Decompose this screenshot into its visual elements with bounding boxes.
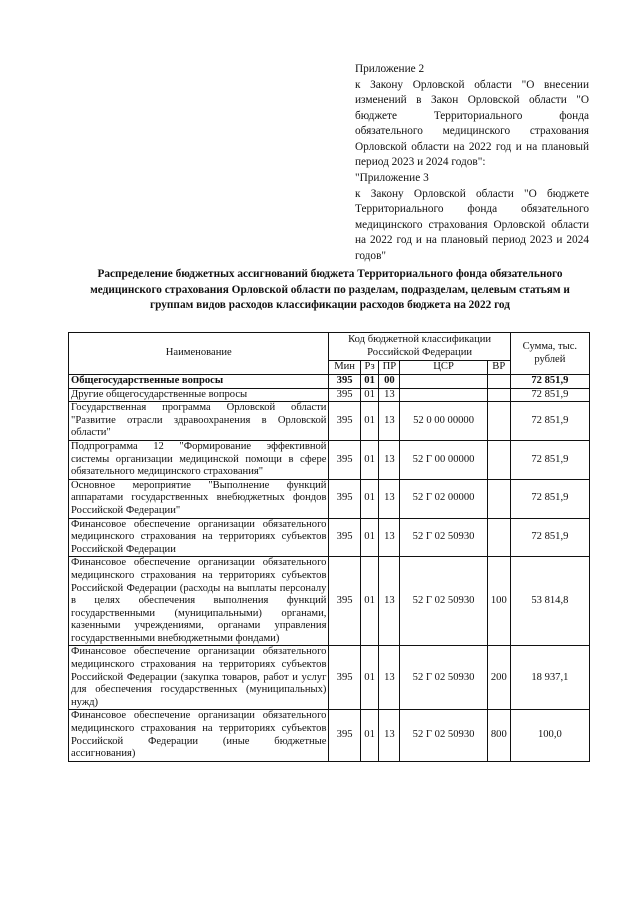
row-csr xyxy=(400,375,488,389)
row-name: Финансовое обеспечение организации обязательного медицинского страхования на территориях субъектов Российской Федерации (иные бюджетные ассигнования) xyxy=(69,710,329,761)
row-name: Подпрограмма 12 "Формирование эффективной системы организации медицинской помощи в сфере обязательного медицинского страхования" xyxy=(69,440,329,479)
row-rz: 01 xyxy=(360,518,379,557)
row-sum: 72 851,9 xyxy=(510,402,589,441)
row-name: Общегосударственные вопросы xyxy=(69,375,329,389)
row-rz: 01 xyxy=(360,402,379,441)
header-min: Мин xyxy=(329,361,360,375)
row-csr: 52 0 00 00000 xyxy=(400,402,488,441)
row-rz: 01 xyxy=(360,388,379,402)
row-sum: 72 851,9 xyxy=(510,479,589,518)
row-vr xyxy=(487,479,510,518)
row-name: Другие общегосударственные вопросы xyxy=(69,388,329,402)
row-rz: 01 xyxy=(360,375,379,389)
table-row xyxy=(69,479,590,518)
row-csr: 52 Г 02 50930 xyxy=(400,557,488,646)
header-vr: ВР xyxy=(487,361,510,375)
row-sum: 72 851,9 xyxy=(510,388,589,402)
header-pr: ПР xyxy=(379,361,400,375)
row-sum: 100,0 xyxy=(510,710,589,761)
row-name: Государственная программа Орловской области "Развитие отрасли здравоохранения в Орловской области" xyxy=(69,402,329,441)
row-sum: 53 814,8 xyxy=(510,557,589,646)
header-code-group: Код бюджетной классификации Российской Федерации xyxy=(329,333,510,361)
row-sum: 72 851,9 xyxy=(510,518,589,557)
row-csr: 52 Г 02 00000 xyxy=(400,479,488,518)
header-sum: Сумма, тыс. рублей xyxy=(510,333,589,375)
row-name: Финансовое обеспечение организации обязательного медицинского страхования на территориях субъектов Российской Федерации xyxy=(69,518,329,557)
annex-3-text: к Закону Орловской области "О бюджете Территориального фонда обязательного медицинского страхования Орловской области на 2022 год и на плановый период 2023 и 2024 годов" xyxy=(355,187,589,262)
annex-3-block xyxy=(355,171,589,264)
row-csr: 52 Г 00 00000 xyxy=(400,440,488,479)
row-pr: 13 xyxy=(379,388,400,402)
row-sum: 18 937,1 xyxy=(510,646,589,710)
table-row xyxy=(69,402,590,441)
row-sum: 72 851,9 xyxy=(510,375,589,389)
table-row xyxy=(69,440,590,479)
row-vr: 100 xyxy=(487,557,510,646)
row-csr: 52 Г 02 50930 xyxy=(400,710,488,761)
row-min: 395 xyxy=(329,646,360,710)
row-name: Основное мероприятие "Выполнение функций аппаратами государственных внебюджетных фондов Российской Федерации" xyxy=(69,479,329,518)
annex-2-block xyxy=(355,62,589,171)
row-min: 395 xyxy=(329,557,360,646)
row-min: 395 xyxy=(329,518,360,557)
row-sum: 72 851,9 xyxy=(510,440,589,479)
row-vr xyxy=(487,402,510,441)
annex-2-text: к Закону Орловской области "О внесении изменений в Закон Орловской области "О бюджете Территориального фонда обязательного медицинского страхования Орловской области на 2022 год и на плановый период 2023 и 2024 годов": xyxy=(355,78,589,168)
row-pr: 13 xyxy=(379,518,400,557)
row-vr: 200 xyxy=(487,646,510,710)
table-row xyxy=(69,710,590,761)
table-row xyxy=(69,518,590,557)
row-min: 395 xyxy=(329,375,360,389)
row-vr xyxy=(487,518,510,557)
row-vr: 800 xyxy=(487,710,510,761)
row-name: Финансовое обеспечение организации обязательного медицинского страхования на территориях субъектов Российской Федерации (расходы на выплаты персоналу в целях обеспечения выполнения функций государственными (муниципальными) органами, казенными учреждениями, органами управления государственными внебюджетными фондами) xyxy=(69,557,329,646)
row-min: 395 xyxy=(329,388,360,402)
header-name: Наименование xyxy=(69,333,329,375)
row-rz: 01 xyxy=(360,557,379,646)
table-row xyxy=(69,557,590,646)
row-min: 395 xyxy=(329,440,360,479)
row-pr: 13 xyxy=(379,710,400,761)
annex-2-heading: Приложение 2 xyxy=(355,63,425,75)
header-rz: Рз xyxy=(360,361,379,375)
table-row xyxy=(69,646,590,710)
row-pr: 13 xyxy=(379,440,400,479)
row-pr: 00 xyxy=(379,375,400,389)
row-rz: 01 xyxy=(360,710,379,761)
row-min: 395 xyxy=(329,479,360,518)
row-vr xyxy=(487,388,510,402)
row-name: Финансовое обеспечение организации обязательного медицинского страхования на территориях субъектов Российской Федерации (закупка товаров, работ и услуг для обеспечения государственных (муниципальных) нужд) xyxy=(69,646,329,710)
row-csr xyxy=(400,388,488,402)
row-csr: 52 Г 02 50930 xyxy=(400,518,488,557)
document-title: Распределение бюджетных ассигнований бюджета Территориального фонда обязательного медицинского страхования Орловской области по разделам, подразделам, целевым статьям и группам видов расходов классификации расходов бюджета на 2022 год xyxy=(90,268,570,311)
row-min: 395 xyxy=(329,710,360,761)
row-pr: 13 xyxy=(379,557,400,646)
budget-table xyxy=(68,332,590,762)
row-pr: 13 xyxy=(379,646,400,710)
row-vr xyxy=(487,440,510,479)
row-vr xyxy=(487,375,510,389)
annex-3-heading: "Приложение 3 xyxy=(355,172,429,184)
row-pr: 13 xyxy=(379,402,400,441)
row-csr: 52 Г 02 50930 xyxy=(400,646,488,710)
row-rz: 01 xyxy=(360,646,379,710)
row-min: 395 xyxy=(329,402,360,441)
row-rz: 01 xyxy=(360,479,379,518)
header-csr: ЦСР xyxy=(400,361,488,375)
table-row xyxy=(69,388,590,402)
row-rz: 01 xyxy=(360,440,379,479)
table-row xyxy=(69,375,590,389)
row-pr: 13 xyxy=(379,479,400,518)
